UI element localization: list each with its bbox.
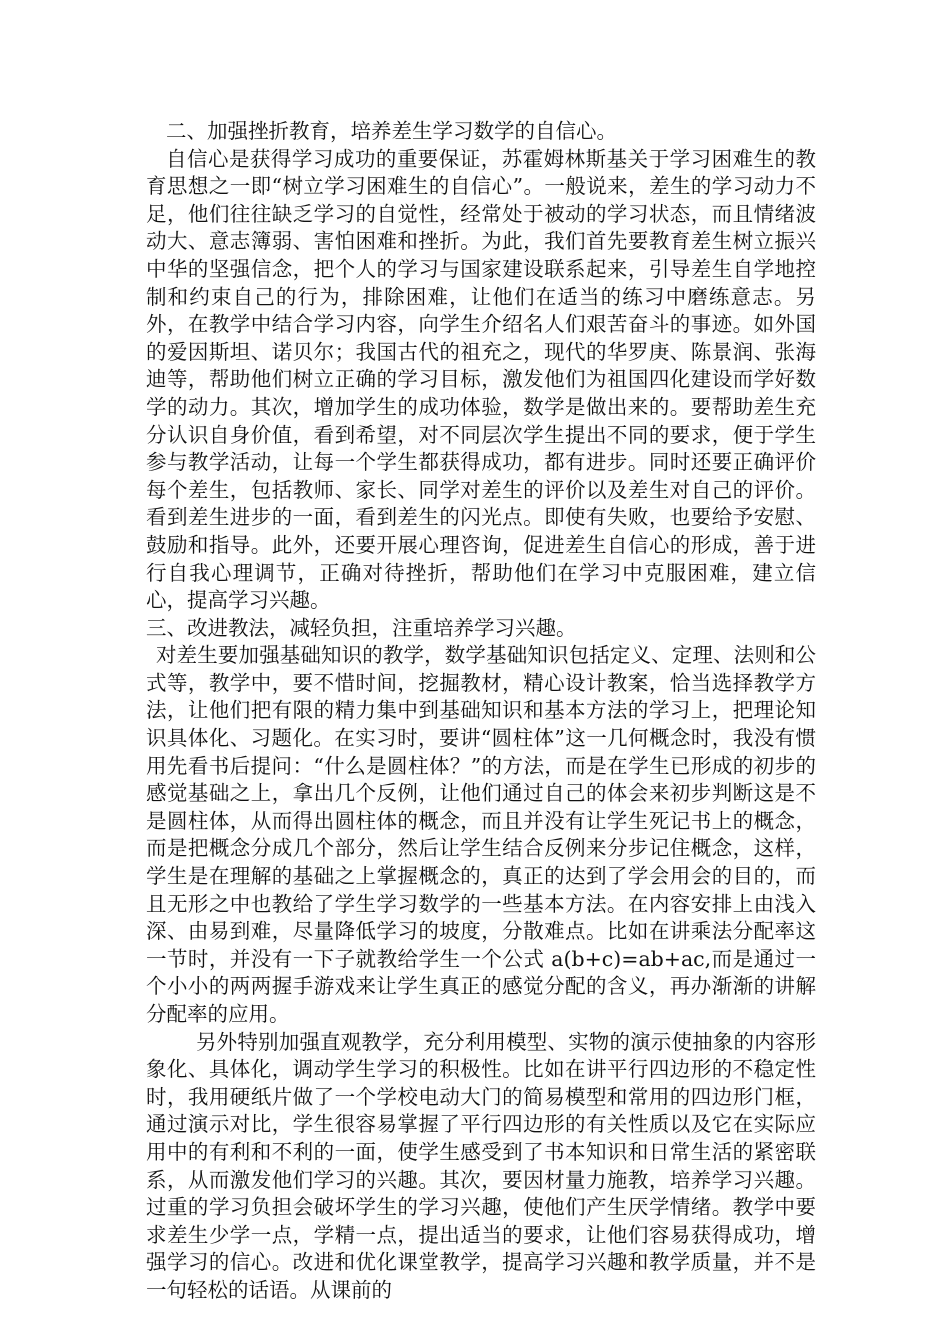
paragraph-basic-knowledge: 对差生要加强基础知识的教学，数学基础知识包括定义、定理、法则和公式等，教学中，要不惜时间，挖掘教材，精心设计教案，恰当选择教学方法，让他们把有限的精力集中到基础知识和基本方法的学习上，把理论知识具体化、习题化。在实习时，要讲“圆柱体”这一几何概念时，我没有惯用先看书后提问：“什么是圆柱体？”的方法，而是在学生已形成的初步的感觉基础之上，拿出几个反例，让他们通过自己的体会来初步判断这是不是圆柱体，从而得出圆柱体的概念，而且并没有让学生死记书上的概念，而是把概念分成几个部分，然后让学生结合反例来分步记住概念，这样，学生是在理解的基础之上掌握概念的，真正的达到了学会用会的目的，而且无形之中也教给了学生学习数学的一些基本方法。在内容安排上由浅入深、由易到难，尽量降低学习的坡度，分散难点。比如在讲乘法分配率这一节时，并没有一下子就教给学生一个公式 a(b+c)=ab+ac,而是通过一个小小的两两握手游戏来让学生真正的感觉分配的含义，再办渐渐的讲解分配率的应用。 <box>146 643 816 1026</box>
section-heading-confidence: 二、加强挫折教育，培养差生学习数学的自信心。 <box>166 119 617 143</box>
document-body <box>146 118 816 1305</box>
section-heading-teaching-method: 三、改进教法，减轻负担，注重培养学习兴趣。 <box>146 615 577 640</box>
paragraph-confidence: 自信心是获得学习成功的重要保证，苏霍姆林斯基关于学习困难生的教育思想之一即“树立学习困难生的自信心”。一般说来，差生的学习动力不足，他们往往缺乏学习的自觉性，经常处于被动的学习状态，而且情绪波动大、意志簿弱、害怕困难和挫折。为此，我们首先要教育差生树立振兴中华的坚强信念，把个人的学习与国家建设联系起来，引导差生自学地控制和约束自己的行为，排除困难，让他们在适当的练习中磨练意志。另外，在教学中结合学习内容，向学生介绍名人们艰苦奋斗的事迹。如外国的爱因斯坦、诺贝尔；我国古代的祖充之，现代的华罗庚、陈景润、张海迪等，帮助他们树立正确的学习目标，激发他们为祖国四化建设而学好数学的动力。其次，增加学生的成功体验，数学是做出来的。要帮助差生充分认识自身价值，看到希望，对不同层次学生提出不同的要求，便于学生参与教学活动，让每一个学生都获得成功，都有进步。同时还要正确评价每个差生，包括教师、家长、同学对差生的评价以及差生对自己的评价。看到差生进步的一面，看到差生的闪光点。即使有失败，也要给予安慰、鼓励和指导。此外，还要开展心理咨询，促进差生自信心的形成，善于进行自我心理调节，正确对待挫折，帮助他们在学习中克服困难，建立信心，提高学习兴趣。 <box>146 146 816 613</box>
paragraph-visual-teaching: 另外特别加强直观教学，充分利用模型、实物的演示使抽象的内容形象化、具体化，调动学生学习的积极性。比如在讲平行四边形的不稳定性时，我用硬纸片做了一个学校电动大门的简易模型和常用的四边形门框，通过演示对比，学生很容易掌握了平行四边形的有关性质以及它在实际应用中的有利和不利的一面，使学生感受到了书本知识和日常生活的紧密联系，从而激发他们学习的兴趣。其次，要因材量力施教，培养学习兴趣。过重的学习负担会破坏学生的学习兴趣，使他们产生厌学情绪。教学中要求差生少学一点，学精一点，提出适当的要求，让他们容易获得成功，增强学习的信心。改进和优化课堂教学，提高学习兴趣和教学质量，并不是一句轻松的话语。从课前的 <box>146 1029 816 1302</box>
